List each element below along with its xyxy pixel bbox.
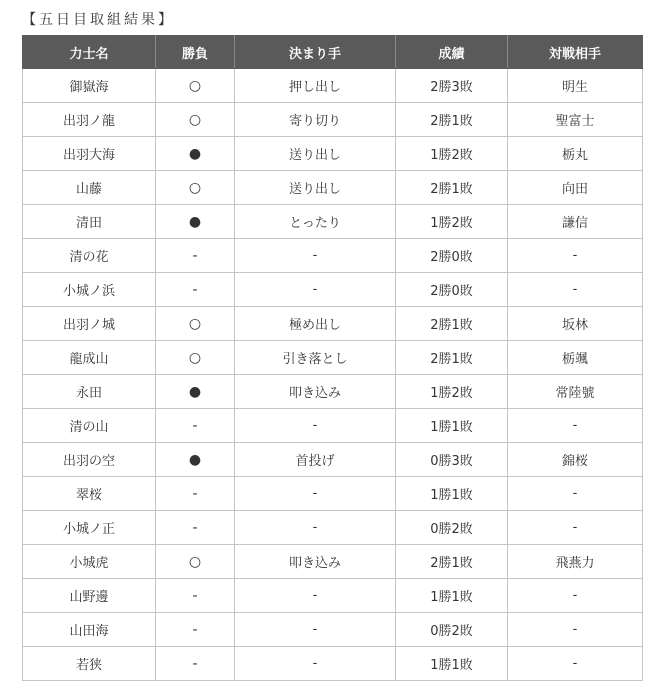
result-mark: - [192, 587, 198, 604]
results-table [22, 35, 643, 681]
result-mark: - [192, 485, 198, 502]
cell-record: 0勝2敗 [396, 511, 508, 545]
cell-result [156, 205, 235, 239]
cell-record: 0勝2敗 [396, 613, 508, 647]
table-row [23, 171, 643, 205]
cell-technique: - [235, 477, 396, 511]
cell-opponent: - [508, 647, 643, 681]
cell-record: 1勝2敗 [396, 137, 508, 171]
cell-result [156, 579, 235, 613]
header-opponent: 対戦相手 [508, 36, 643, 69]
cell-name: 小城ノ正 [23, 511, 156, 545]
cell-result [156, 443, 235, 477]
table-row [23, 443, 643, 477]
cell-name: 出羽大海 [23, 137, 156, 171]
cell-opponent: 明生 [508, 69, 643, 103]
table-row [23, 375, 643, 409]
cell-name: 龍成山 [23, 341, 156, 375]
cell-technique: 引き落とし [235, 341, 396, 375]
table-body [23, 69, 643, 681]
header-record: 成績 [396, 36, 508, 69]
result-mark: - [192, 519, 198, 536]
table-row [23, 307, 643, 341]
table-row [23, 613, 643, 647]
result-mark: ● [188, 213, 202, 230]
cell-result [156, 341, 235, 375]
cell-result [156, 477, 235, 511]
cell-technique: - [235, 613, 396, 647]
cell-opponent: - [508, 477, 643, 511]
cell-record: 2勝1敗 [396, 307, 508, 341]
cell-name: 永田 [23, 375, 156, 409]
table-row [23, 341, 643, 375]
cell-name: 御嶽海 [23, 69, 156, 103]
cell-record: 1勝2敗 [396, 205, 508, 239]
cell-name: 出羽ノ龍 [23, 103, 156, 137]
result-mark: ○ [188, 349, 202, 366]
header-result: 勝負 [156, 36, 235, 69]
cell-record: 2勝3敗 [396, 69, 508, 103]
result-mark: ○ [188, 111, 202, 128]
cell-opponent: 飛燕力 [508, 545, 643, 579]
cell-technique: 叩き込み [235, 545, 396, 579]
cell-opponent: 栃丸 [508, 137, 643, 171]
table-row [23, 579, 643, 613]
cell-record: 1勝1敗 [396, 647, 508, 681]
cell-result [156, 307, 235, 341]
cell-record: 0勝3敗 [396, 443, 508, 477]
cell-technique: - [235, 647, 396, 681]
cell-technique: 叩き込み [235, 375, 396, 409]
result-mark: ○ [188, 315, 202, 332]
cell-technique: 極め出し [235, 307, 396, 341]
cell-technique: 送り出し [235, 171, 396, 205]
cell-technique: - [235, 409, 396, 443]
cell-result [156, 103, 235, 137]
cell-opponent: 坂林 [508, 307, 643, 341]
cell-opponent: - [508, 579, 643, 613]
cell-technique: 寄り切り [235, 103, 396, 137]
cell-opponent: - [508, 511, 643, 545]
header-name: 力士名 [23, 36, 156, 69]
result-mark: ● [188, 451, 202, 468]
table-header [23, 36, 643, 69]
page-title: 【五日目取組結果】 [22, 12, 175, 28]
cell-result [156, 511, 235, 545]
cell-opponent: 謙信 [508, 205, 643, 239]
cell-opponent: 錦桜 [508, 443, 643, 477]
cell-name: 清の山 [23, 409, 156, 443]
cell-record: 1勝1敗 [396, 477, 508, 511]
cell-name: 清の花 [23, 239, 156, 273]
result-mark: - [192, 655, 198, 672]
result-mark: ● [188, 383, 202, 400]
table-row [23, 103, 643, 137]
cell-record: 1勝1敗 [396, 409, 508, 443]
table-row [23, 205, 643, 239]
cell-technique: 首投げ [235, 443, 396, 477]
table-row [23, 647, 643, 681]
table-row [23, 137, 643, 171]
table-row [23, 273, 643, 307]
cell-name: 清田 [23, 205, 156, 239]
table-row [23, 239, 643, 273]
cell-result [156, 545, 235, 579]
cell-result [156, 273, 235, 307]
table-row [23, 511, 643, 545]
header-row [23, 36, 643, 69]
cell-technique: - [235, 579, 396, 613]
cell-record: 2勝1敗 [396, 341, 508, 375]
cell-name: 出羽の空 [23, 443, 156, 477]
cell-name: 翠桜 [23, 477, 156, 511]
cell-technique: - [235, 273, 396, 307]
cell-opponent: - [508, 273, 643, 307]
table-row [23, 69, 643, 103]
cell-opponent: - [508, 409, 643, 443]
table-row [23, 409, 643, 443]
cell-result [156, 647, 235, 681]
cell-result [156, 137, 235, 171]
result-mark: - [192, 621, 198, 638]
cell-name: 若狭 [23, 647, 156, 681]
cell-opponent: - [508, 239, 643, 273]
cell-opponent: 聖富士 [508, 103, 643, 137]
cell-technique: - [235, 239, 396, 273]
cell-technique: 押し出し [235, 69, 396, 103]
cell-record: 2勝1敗 [396, 545, 508, 579]
cell-technique: とったり [235, 205, 396, 239]
cell-result [156, 239, 235, 273]
result-mark: - [192, 417, 198, 434]
cell-result [156, 375, 235, 409]
cell-name: 小城ノ浜 [23, 273, 156, 307]
cell-name: 山田海 [23, 613, 156, 647]
header-technique: 決まり手 [235, 36, 396, 69]
cell-name: 出羽ノ城 [23, 307, 156, 341]
result-mark: ○ [188, 553, 202, 570]
cell-opponent: - [508, 613, 643, 647]
cell-name: 山藤 [23, 171, 156, 205]
cell-record: 2勝1敗 [396, 103, 508, 137]
cell-opponent: 向田 [508, 171, 643, 205]
cell-name: 山野邊 [23, 579, 156, 613]
result-mark: - [192, 281, 198, 298]
result-mark: - [192, 247, 198, 264]
result-mark: ○ [188, 179, 202, 196]
cell-result [156, 171, 235, 205]
cell-technique: - [235, 511, 396, 545]
result-mark: ● [188, 145, 202, 162]
cell-record: 1勝1敗 [396, 579, 508, 613]
cell-record: 1勝2敗 [396, 375, 508, 409]
cell-opponent: 常陸號 [508, 375, 643, 409]
cell-opponent: 栃颯 [508, 341, 643, 375]
cell-record: 2勝0敗 [396, 239, 508, 273]
cell-result [156, 69, 235, 103]
cell-record: 2勝0敗 [396, 273, 508, 307]
cell-name: 小城虎 [23, 545, 156, 579]
table-row [23, 545, 643, 579]
cell-technique: 送り出し [235, 137, 396, 171]
result-mark: ○ [188, 77, 202, 94]
cell-record: 2勝1敗 [396, 171, 508, 205]
cell-result [156, 409, 235, 443]
table-row [23, 477, 643, 511]
cell-result [156, 613, 235, 647]
